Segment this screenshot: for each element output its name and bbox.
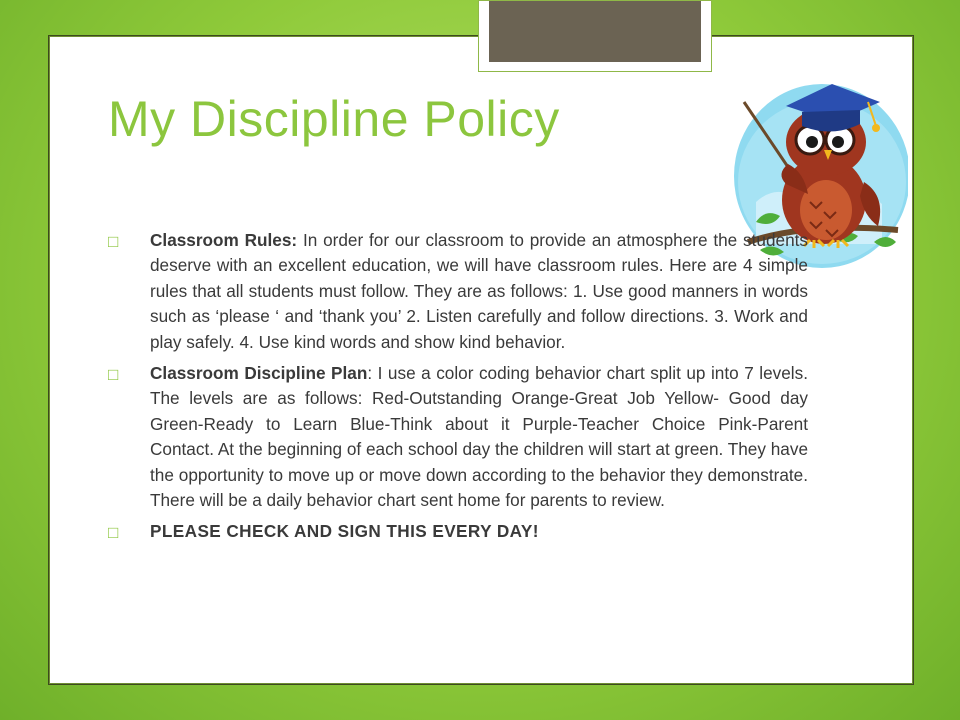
header-tab	[478, 0, 712, 72]
hollow-square-bullet-icon: □	[108, 365, 119, 385]
bullet-check-and-sign	[108, 519, 808, 544]
bullet-text: : I use a color coding behavior chart split up into 7 levels. The levels are as follows: Red-Outstanding Orange-Great Job Yellow- Good day Green-Ready to Learn Blue-Think about it Purple-Teacher Choice Pink-Parent Contact. At the beginning of each school day the children will start at green. They have the opportunity to move up or move down according to the behavior they demonstrate. There will be a daily behavior chart sent home for parents to review.	[150, 363, 808, 511]
slide-title: My Discipline Policy	[108, 91, 560, 147]
bullet-lead: Classroom Rules:	[150, 230, 298, 250]
bullet-text: In order for our classroom to provide an atmosphere the students deserve with an excellent education, we will have classroom rules. Here are 4 simple rules that all students must follow. They are as follows: 1. Use good manners in words such as ‘please ‘ and ‘thank you’ 2. Listen carefully and follow directions. 3. Work and play safely. 4. Use kind words and show kind behavior.	[150, 230, 808, 352]
bullet-lead: Classroom Discipline Plan	[150, 363, 368, 384]
hollow-square-bullet-icon: □	[108, 523, 119, 543]
bullet-classroom-rules	[108, 228, 808, 355]
bullet-list	[108, 228, 808, 551]
header-tab-fill	[489, 1, 701, 62]
bullet-lead: PLEASE CHECK AND SIGN THIS EVERY DAY!	[150, 521, 539, 542]
hollow-square-bullet-icon: □	[108, 232, 119, 251]
bullet-discipline-plan	[108, 361, 808, 513]
